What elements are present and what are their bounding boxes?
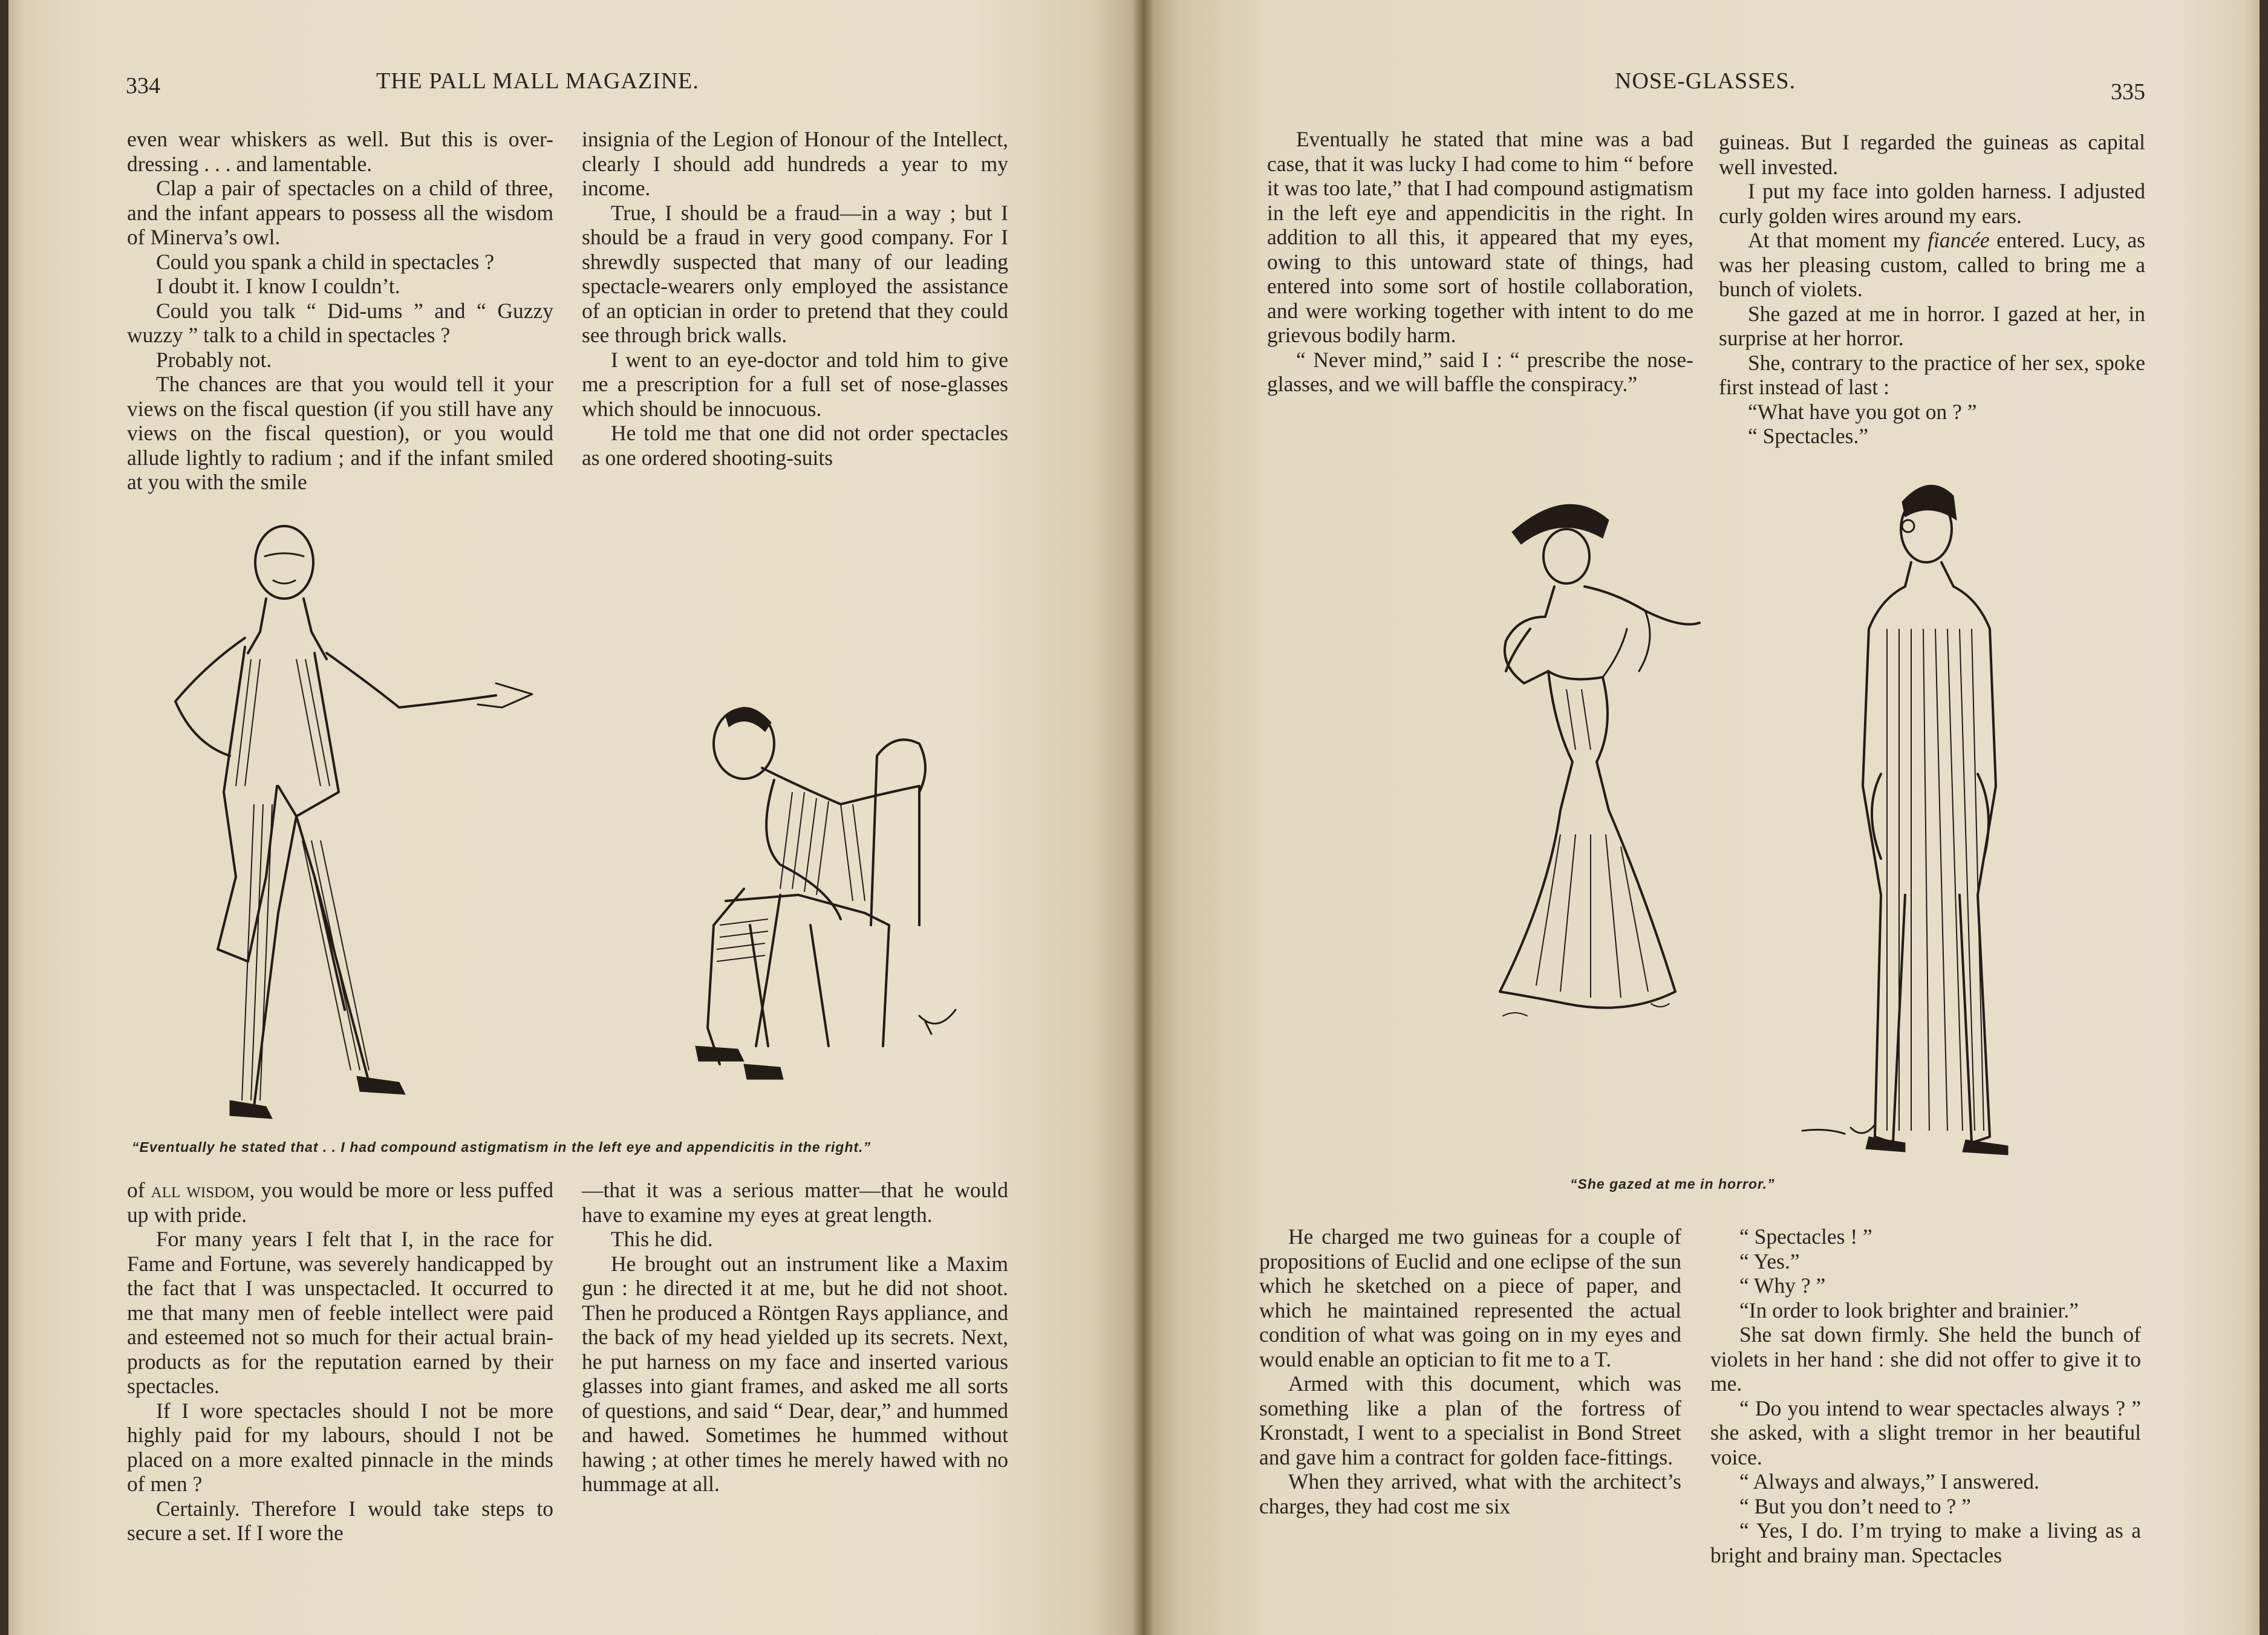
italic-word: fiancée (1927, 228, 1990, 252)
lead-word: of (127, 1178, 145, 1202)
book-gutter (1132, 0, 1154, 1635)
paragraph: She, contrary to the practice of her sex, spoke first instead of last : (1719, 350, 2145, 399)
paragraph: When they arrived, what with the architect’s charges, they had cost me six (1259, 1469, 1681, 1518)
paragraph: This he did. (611, 1227, 713, 1251)
paragraph: For many years I felt that I, in the race for Fame and Fortune, was severely handicapped by the fact that I was unspectacled. It occurred to me that many men of feeble intellect were paid and esteemed not so much for their actual brain-products as for the reputation earned by their spectacles. (127, 1227, 553, 1398)
seated-man-figure (696, 707, 956, 1079)
paragraph: —that it was a serious matter—that he would have to examine my eyes at great length. (582, 1178, 1008, 1227)
page-number: 334 (126, 73, 160, 99)
paragraph: At that moment my fiancée entered. Lucy, as was her pleasing custom, called to bring me a bunch of violets. (1719, 228, 2145, 301)
right-col1-bottom (1259, 1224, 1681, 1518)
paragraph: He brought out an instrument like a Maxim gun : he directed it at me, but he did not shoot. Then he produced a Röntgen Rays appliance, and the back of my head yielded up its secrets. Next, he put harness on my face and inserted various glasses into giant frames, and asked me all sorts of questions, and said “ Dear, dear,” and hummed and hawed. Sometimes he hummed without hawing ; at other times he merely hawed with no hummage at all. (582, 1251, 1008, 1496)
glasses-icon (1902, 520, 1914, 532)
paragraph: insignia of the Legion of Honour of the Intellect, clearly I should add hundreds a year to my income. (582, 127, 1008, 200)
paragraph: The chances are that you would tell it your views on the fiscal question (if you still have any views on the fiscal question), or you would allude lightly to radium ; and if the infant smiled at you with the smile (127, 372, 553, 494)
paragraph: Clap a pair of spectacles on a child of three, and the infant appears to possess all the wisdom of Minerva’s owl. (127, 176, 553, 249)
paragraph: Probably not. (156, 347, 272, 372)
paragraph: “ Why ? ” (1739, 1273, 1826, 1298)
paragraph: Could you spank a child in spectacles ? (156, 249, 494, 274)
paragraph: “ Yes.” (1739, 1249, 1800, 1273)
illustration-caption: “Eventually he stated that . . I had compound astigmatism in the left eye and appendicitis in the right.” (132, 1139, 871, 1155)
paragraph: She gazed at me in horror. I gazed at her, in surprise at her horror. (1719, 301, 2145, 350)
paragraph: “ Yes, I do. I’m trying to make a living as a bright and brainy man. Spectacles (1710, 1518, 2141, 1567)
paragraph: She sat down firmly. She held the bunch of violets in her hand : she did not offer to give it to me. (1710, 1322, 2141, 1396)
woman-figure (1500, 504, 1699, 1016)
paragraph: guineas. But I regarded the guineas as capital well invested. (1719, 130, 2145, 179)
page-number: 335 (2111, 79, 2145, 105)
paragraph: Armed with this document, which was something like a plan of the fortress of Kronstadt, I went to a specialist in Bond Street and gave him a contract for golden face-fittings. (1259, 1371, 1681, 1469)
left-col1-bottom (127, 1178, 553, 1546)
paragraph: If I wore spectacles should I not be more highly paid for my labours, should I not be placed on a more exalted pinnacle in the minds of men ? (127, 1398, 553, 1496)
she-gazed-illustration (1445, 472, 2081, 1179)
paragraph (127, 1178, 553, 1227)
right-page (1143, 0, 2268, 1635)
paragraph: He told me that one did not order spectacles as one ordered shooting-suits (582, 421, 1008, 470)
small-caps-phrase: all wisdom, (151, 1178, 255, 1202)
paragraph: “ Do you intend to wear spectacles always ? ” she asked, with a slight tremor in her beautiful voice. (1710, 1396, 2141, 1469)
standing-doctor-figure (175, 526, 532, 1119)
paragraph: I went to an eye-doctor and told him to give me a prescription for a full set of nose-glasses which should be innocuous. (582, 347, 1008, 421)
left-col2-top (582, 127, 1008, 470)
illustration-caption: “She gazed at me in horror.” (1570, 1176, 1775, 1192)
spectacled-man-figure (1863, 485, 2008, 1155)
paragraph: I doubt it. I know I couldn’t. (156, 274, 400, 298)
left-page-edge (0, 0, 8, 1635)
paragraph: even wear whiskers as well. But this is over-dressing . . . and lamentable. (127, 127, 553, 176)
paragraph: Could you talk “ Did-ums ” and “ Guzzy wuzzy ” talk to a child in spectacles ? (127, 298, 553, 347)
paragraph: “ Spectacles.” (1748, 424, 1869, 448)
right-col2-top (1719, 130, 2145, 449)
paragraph: “In order to look brighter and brainier.” (1739, 1298, 2079, 1322)
right-col1-top (1267, 127, 1693, 397)
running-head: THE PALL MALL MAGAZINE. (376, 68, 699, 94)
right-col2-bottom (1710, 1224, 2141, 1567)
paragraph: True, I should be a fraud—in a way ; but I should be a fraud in very good company. For I shrewdly suspected that many of our leading spectacle-wearers only employed the assistance of an optician in order to pretend that they could see through brick walls. (582, 200, 1008, 347)
paragraph: I put my face into golden harness. I adjusted curly golden wires around my ears. (1719, 179, 2145, 228)
paragraph: He charged me two guineas for a couple of propositions of Euclid and one eclipse of the sun which he sketched on a piece of paper, and which he maintained represented the actual condition of what was going on in my eyes and would enable an optician to fit me to a T. (1259, 1224, 1681, 1371)
continued-text: you would be more or less puffed up with pride. (127, 1178, 554, 1227)
left-col2-bottom (582, 1178, 1008, 1497)
right-page-edge (2260, 0, 2268, 1635)
paragraph: “ Always and always,” I answered. (1739, 1469, 2039, 1494)
paragraph: Eventually he stated that mine was a bad case, that it was lucky I had come to him “ before it was too late,” that I had compound astigmatism in the left eye and appendicitis in the right. In addition to all this, it appeared that my eyes, owing to this untoward state of things, had entered into some sort of hostile collaboration, and were working together with intent to do me grievous bodily harm. (1267, 127, 1693, 347)
left-col1-top (127, 127, 553, 495)
paragraph: “What have you got on ? ” (1748, 399, 1977, 424)
doctor-and-patient-illustration (115, 502, 1022, 1137)
running-head: NOSE-GLASSES. (1615, 68, 1796, 94)
paragraph: “ But you don’t need to ? ” (1739, 1494, 1971, 1518)
paragraph: “ Never mind,” said I : “ prescribe the nose-glasses, and we will baffle the conspiracy.” (1267, 347, 1693, 396)
paragraph: Certainly. Therefore I would take steps to secure a set. If I wore the (127, 1496, 553, 1545)
paragraph: “ Spectacles ! ” (1739, 1224, 1872, 1249)
